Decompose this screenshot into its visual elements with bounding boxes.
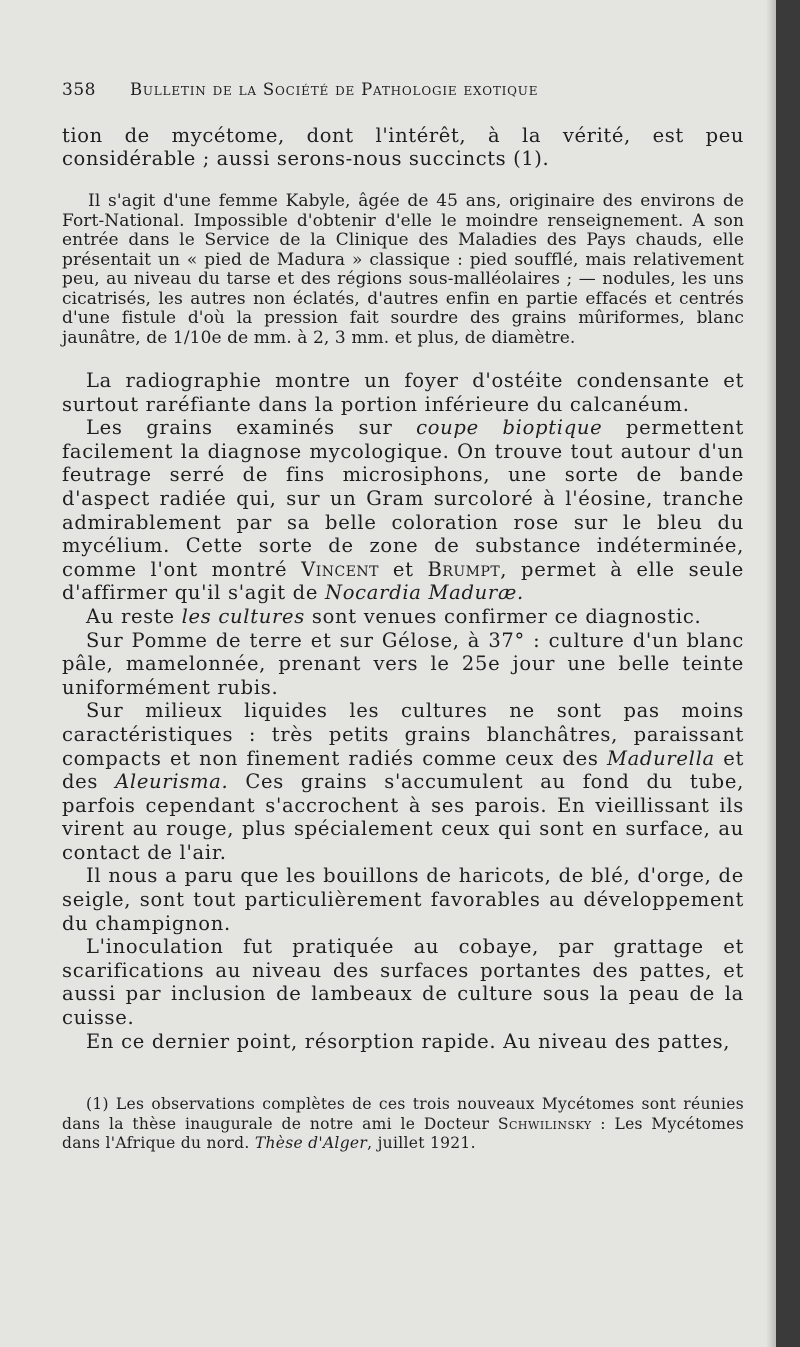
- italic-run: les cultures: [181, 604, 305, 628]
- text-run: et des: [62, 746, 744, 794]
- italic-run: Thèse d'Alger: [254, 1134, 368, 1153]
- text-run: et: [379, 557, 428, 581]
- author-name: Schwilinsky: [497, 1114, 592, 1133]
- text-run: Ces grains s'accumulent au fond du tube, parfois cependant s'accrochent à ses parois. En vieillissant ils virent au rouge, plus spécialement ceux qui sont en surface, au contact de l'air.: [62, 770, 745, 864]
- text-run: , permet à elle seule d'affirmer qu'il s'agit de: [62, 557, 745, 605]
- bouillons-paragraph: Il nous a paru que les bouillons de haricots, de blé, d'orge, de seigle, sont tout particulièrement favorables au développement du champignon.: [62, 864, 744, 935]
- radiographie-paragraph: La radiographie montre un foyer d'ostéite condensante et surtout raréfiante dans la portion inférieure du calcanéum.: [62, 369, 744, 416]
- pomme-paragraph: Sur Pomme de terre et sur Gélose, à 37° : culture d'un blanc pâle, mamelonnée, prenant vers le 25e jour une belle teinte uniformément rubis.: [62, 628, 744, 699]
- reste-paragraph: [62, 605, 744, 629]
- footnote-text: [62, 1095, 744, 1154]
- intro-paragraph: tion de mycétome, dont l'intérêt, à la vérité, est peu considérable ; aussi serons-nous succincts (1).: [62, 124, 744, 170]
- grains-paragraph: [62, 416, 744, 605]
- genus-name: Aleurisma.: [115, 770, 229, 794]
- text-run: : Les Mycétomes dans l'Afrique du nord.: [62, 1114, 744, 1153]
- text-run: Au reste: [86, 604, 182, 628]
- journal-title: Bulletin de la Société de Pathologie exotique: [129, 80, 539, 99]
- main-text: [62, 369, 744, 1053]
- author-name: Vincent: [301, 557, 380, 581]
- text-run: permettent facilement la diagnose mycologique. On trouve tout autour d'un feutrage serré de fins microsiphons, une sorte de bande d'aspect radiée qui, sur un Gram surcoloré à l'éosine, tranche admirablement par sa belle coloration rose sur le bleu du mycélium. Cette sorte de zone de substance indéterminée, comme l'ont montré: [62, 416, 744, 581]
- text-run: , juillet 1921.: [367, 1134, 476, 1153]
- text-run: Sur milieux liquides les cultures ne sont pas moins caractéristiques : très petits grains blanchâtres, paraissant compacts et non finement radiés comme ceux des: [62, 699, 744, 770]
- genus-name: Madurella: [606, 746, 715, 770]
- author-name: Brumpt: [427, 557, 501, 581]
- page-number: 358: [62, 80, 96, 100]
- inoculation-paragraph: L'inoculation fut pratiquée au cobaye, par grattage et scarifications au niveau des surfaces portantes des pattes, et aussi par inclusion de lambeaux de culture sous la peau de la cuisse.: [62, 935, 744, 1030]
- text-run: Les grains examinés sur: [86, 416, 417, 440]
- milieux-paragraph: [62, 699, 744, 864]
- case-report-paragraph: Il s'agit d'une femme Kabyle, âgée de 45 ans, originaire des environs de Fort-National. Impossible d'obtenir d'elle le moindre renseignement. A son entrée dans le Service de la Clinique des Maladies des Pays chauds, elle présentait un « pied de Madura » classique : pied soufflé, mais relativement peu, au niveau du tarse et des régions sous-malléolaires ; — nodules, les uns cicatrisés, les autres non éclatés, d'autres enfin en partie effacés et centrés d'une fistule d'où la pression fait sourdre des grains mûriformes, blanc jaunâtre, de 1/10e de mm. à 2, 3 mm. et plus, de diamètre.: [62, 191, 744, 348]
- species-name: Nocardia Maduræ.: [324, 581, 524, 605]
- dernier-paragraph: En ce dernier point, résorption rapide. Au niveau des pattes,: [86, 1029, 731, 1053]
- text-run: (1) Les observations complètes de ces trois nouveaux Mycétomes sont réunies dans la thèse inaugurale de notre ami le Docteur: [62, 1095, 744, 1133]
- text-run: sont venues confirmer ce diagnostic.: [304, 604, 702, 628]
- running-header: [62, 80, 744, 100]
- footnote: [62, 1095, 744, 1154]
- italic-run: coupe bioptique: [416, 416, 603, 440]
